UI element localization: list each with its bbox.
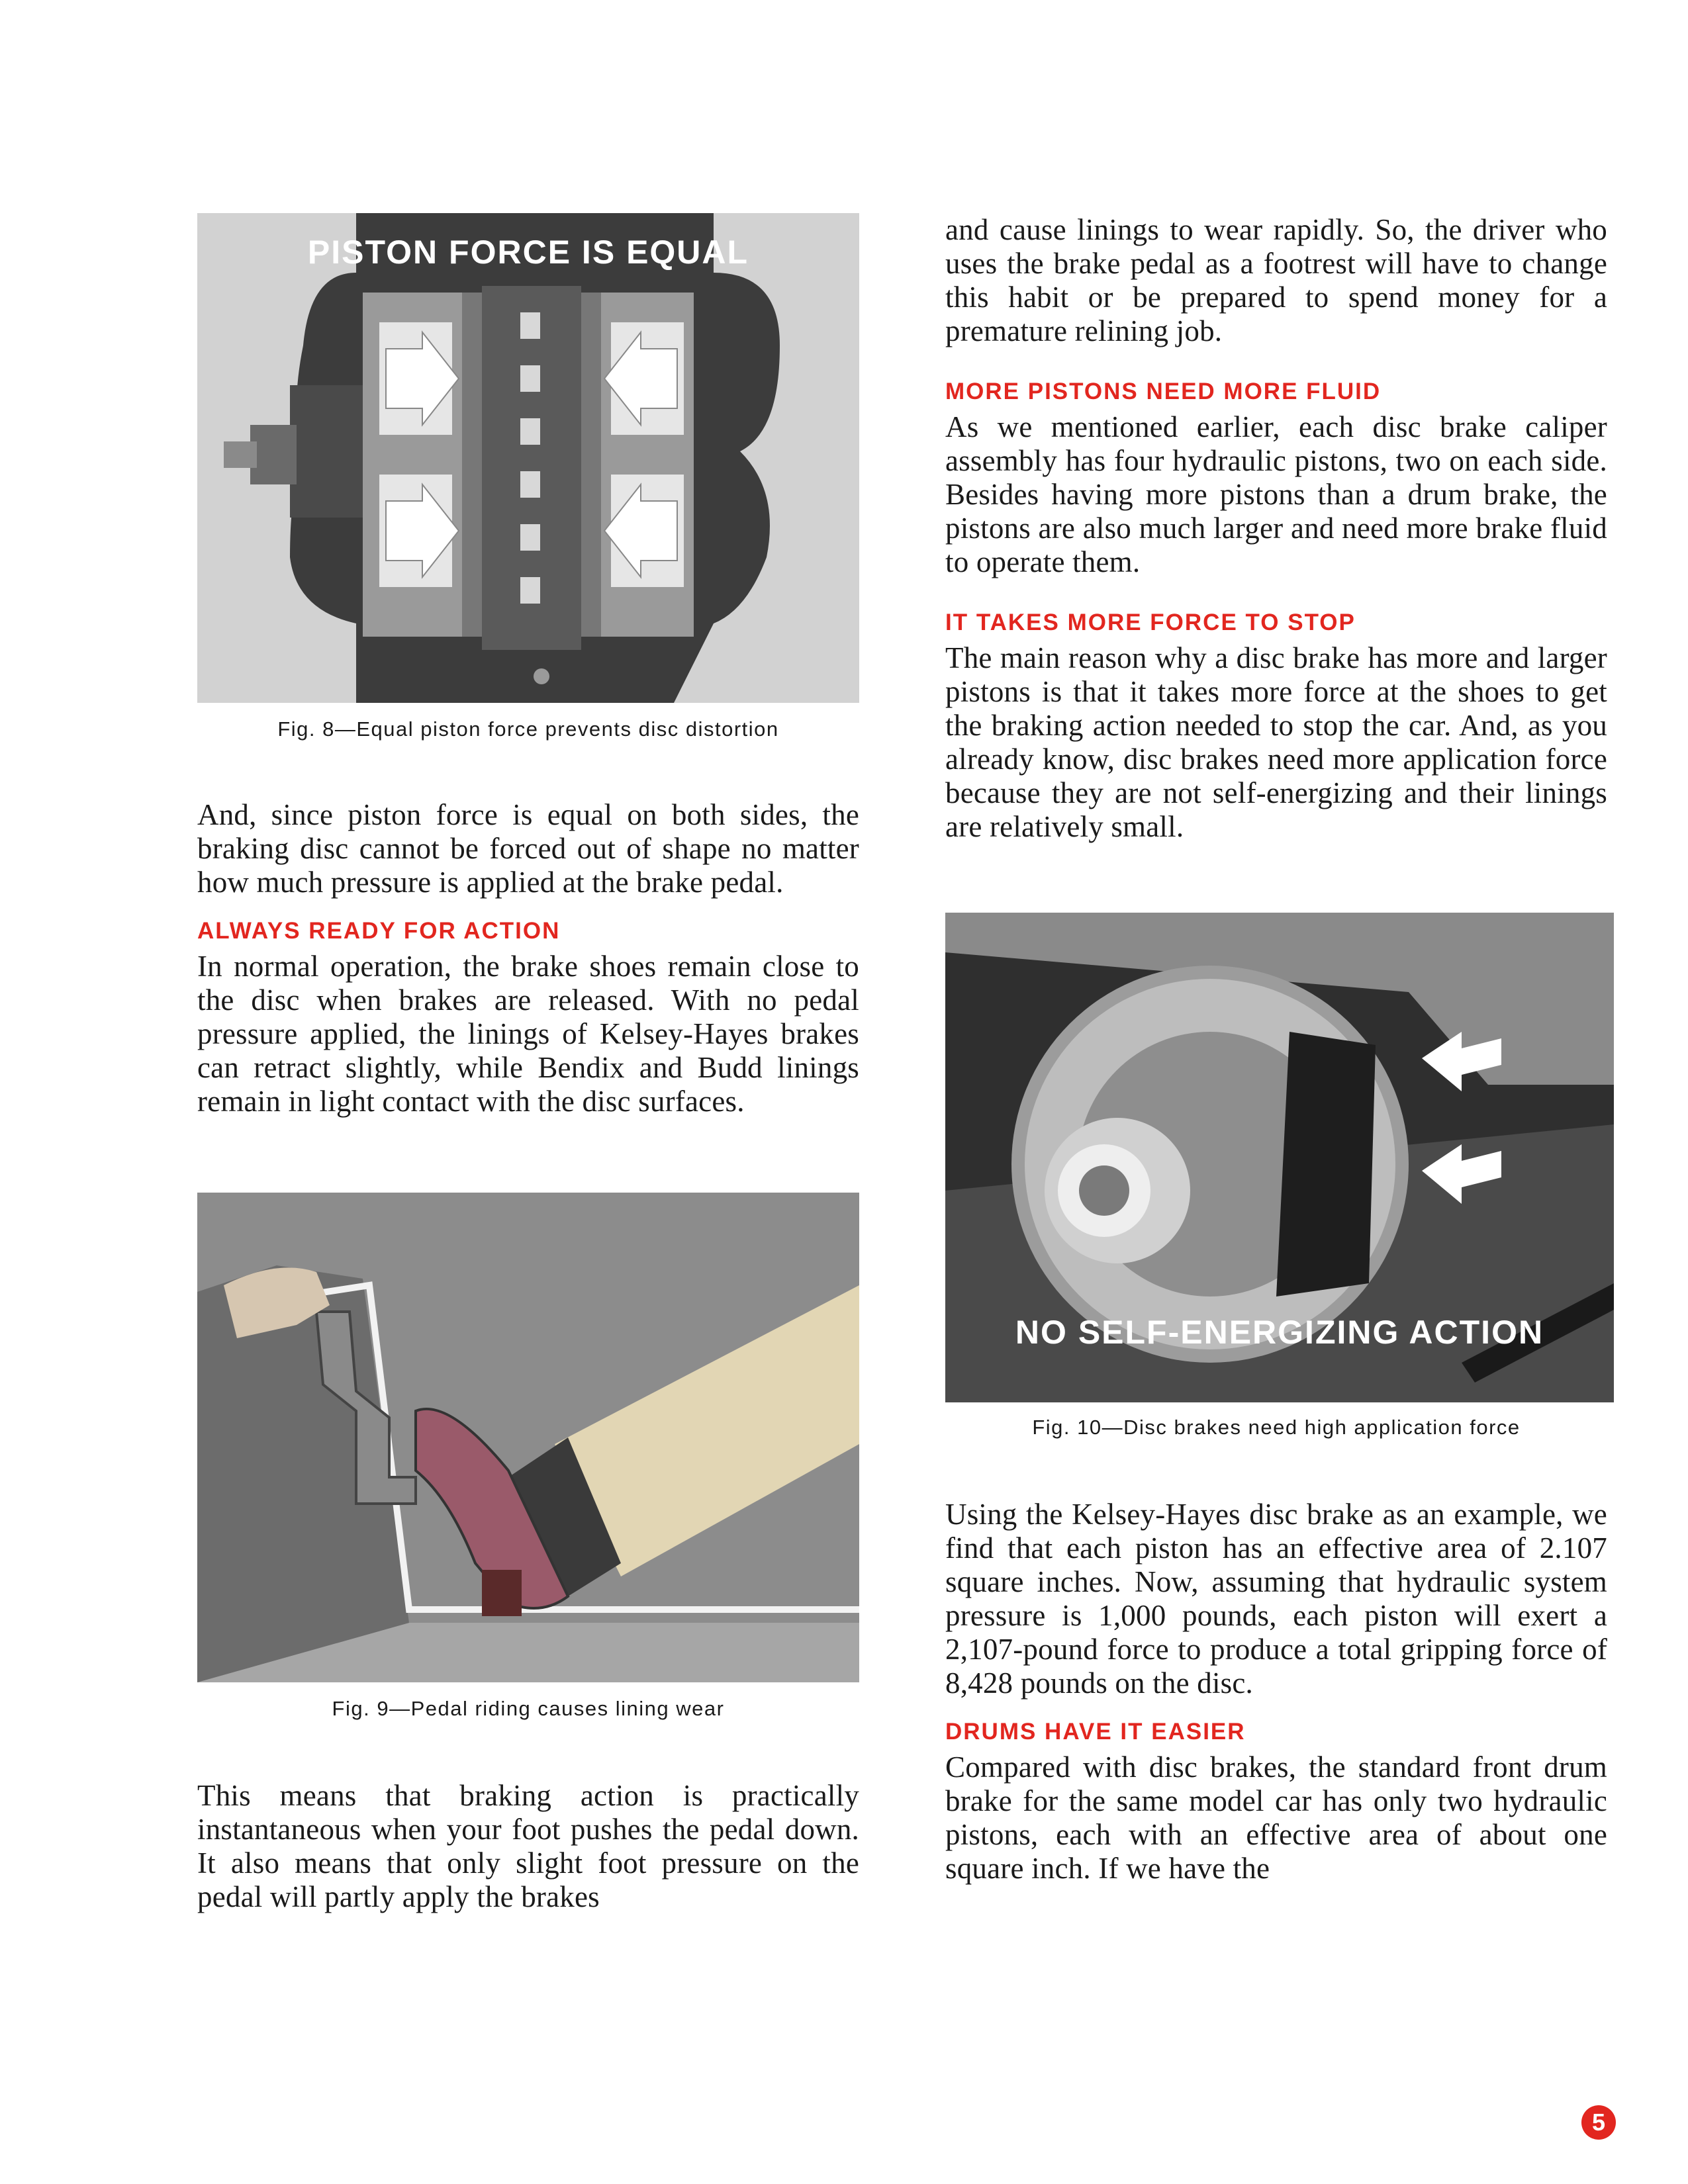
heading-always-ready: ALWAYS READY FOR ACTION <box>197 918 561 944</box>
heading-more-force: IT TAKES MORE FORCE TO STOP <box>945 610 1356 635</box>
right-paragraph-4: Using the Kelsey-Hayes disc brake as an example, we find that each piston has an effective area of 2.107 square inches. Now, assuming that hydraulic system pressure is 1,000 pounds, each piston will exert a 2,107-pound force to produce a total gripping force of 8,428 pounds on the disc. <box>945 1498 1607 1700</box>
page-number: 5 <box>1581 2105 1616 2140</box>
left-column <box>197 213 859 1914</box>
left-paragraph-1: And, since piston force is equal on both sides, the braking disc cannot be forced out of shape no matter how much pressure is applied at the brake pedal. <box>197 798 859 899</box>
fig8-image <box>197 213 859 703</box>
fig8-caption: Fig. 8—Equal piston force prevents disc distortion <box>277 717 779 741</box>
caliper-illustration <box>197 213 859 703</box>
right-paragraph-3: The main reason why a disc brake has more and larger pistons is that it takes more force at the shoes to get the braking action needed to stop the car. And, as you already know, disc brakes need more application force because they are not self-energizing and their linings are relatively small. <box>945 641 1607 843</box>
fig10-caption: Fig. 10—Disc brakes need high application force <box>1032 1416 1521 1439</box>
right-paragraph-1: and cause linings to wear rapidly. So, the driver who uses the brake pedal as a footrest will have to change this habit or be prepared to spend money for a premature relining job. <box>945 213 1607 347</box>
fig9-image <box>197 1193 859 1682</box>
fig8-banner: PISTON FORCE IS EQUAL <box>307 234 749 271</box>
fig10-image <box>945 913 1614 1402</box>
fig10-banner: NO SELF-ENERGIZING ACTION <box>1015 1314 1544 1351</box>
left-paragraph-2: In normal operation, the brake shoes remain close to the disc when brakes are released. With no pedal pressure applied, the linings of Kelsey-Hayes brakes can retract slightly, while Bendix and Budd linings remain in light contact with the disc surfaces. <box>197 950 859 1118</box>
left-paragraph-3: This means that braking action is practically instantaneous when your foot pushes the pedal down. It also means that only slight foot pressure on the pedal will partly apply the brakes <box>197 1779 859 1913</box>
fig9-caption: Fig. 9—Pedal riding causes lining wear <box>332 1697 725 1720</box>
heading-drums-easier: DRUMS HAVE IT EASIER <box>945 1719 1246 1745</box>
right-paragraph-5: Compared with disc brakes, the standard front drum brake for the same model car has only two hydraulic pistons, each with an effective area of about one square inch. If we have the <box>945 1751 1607 1885</box>
pedal-illustration <box>197 1193 859 1682</box>
heading-more-pistons: MORE PISTONS NEED MORE FLUID <box>945 379 1382 404</box>
right-paragraph-2: As we mentioned earlier, each disc brake caliper assembly has four hydraulic pistons, two on each side. Besides having more pistons than a drum brake, the pistons are also much larger and need more brake fluid to operate them. <box>945 410 1607 578</box>
right-column <box>945 213 1607 1886</box>
